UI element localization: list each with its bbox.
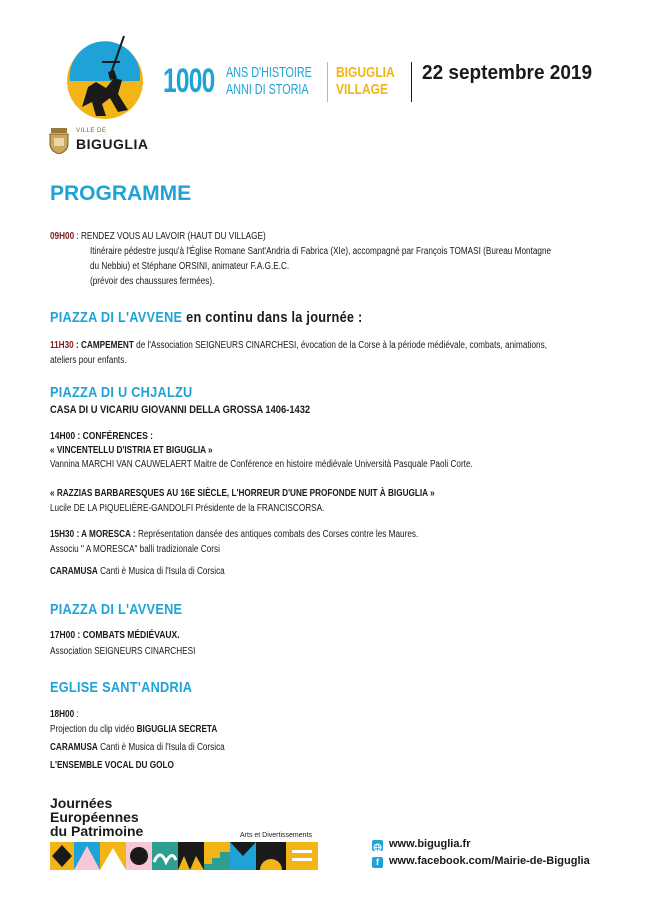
jep-title-line2: Européennes bbox=[50, 809, 139, 825]
event-date: 22 septembre 2019 bbox=[422, 62, 593, 84]
item-09h-title: : RENDEZ VOUS AU LAVOIR (HAUT DU VILLAGE) bbox=[74, 231, 266, 242]
item-15h-line2: Associu " A MORESCA" balli tradizionale Corsi bbox=[50, 544, 220, 555]
section-piazza-avvene-1 bbox=[50, 309, 363, 326]
village-line-1: BIGUGLIA bbox=[336, 64, 395, 81]
item-15h-caramusa bbox=[50, 564, 225, 579]
ville-name: BIGUGLIA bbox=[76, 136, 149, 152]
anniversary-number: 1000 bbox=[163, 62, 215, 100]
item-15h-heading: 15H30 : A MORESCA : bbox=[50, 529, 136, 540]
conf1-speaker: Vannina MARCHI VAN CAUWELAERT Maitre de Conférence en histoire médiévale Università Pasquale Paoli Corte. bbox=[50, 459, 473, 470]
item-17h-heading: 17H00 : COMBATS MÉDIÉVAUX. bbox=[50, 630, 180, 641]
section-chjalzu-sub: CASA DI U VICARIU GIOVANNI DELLA GROSSA 1406-1432 bbox=[50, 404, 311, 416]
item-18h-ensemble: L'ENSEMBLE VOCAL DU GOLO bbox=[50, 760, 174, 771]
item-09h-line2: Itinéraire pédestre jusqu'à l'Église Romane Sant'Andria di Fabrica (XIe), accompagné par François TOMASI (Bureau Montagne bbox=[90, 246, 552, 257]
jep-mosaic-logo bbox=[50, 842, 318, 870]
facebook-icon: f bbox=[372, 857, 383, 868]
caramusa-desc: Canti è Musica di l'Isula di Corsica bbox=[97, 566, 225, 577]
item-17h-line2: Association SEIGNEURS CINARCHESI bbox=[50, 646, 196, 657]
section-eglise: EGLISE SANT'ANDRIA bbox=[50, 679, 193, 696]
town-crest-icon bbox=[48, 128, 70, 154]
item-15h-text: Représentation dansée des antiques combats des Corses contre les Maures. bbox=[135, 529, 419, 540]
section-suffix: en continu dans la journée : bbox=[182, 309, 363, 326]
item-18h-caramusa bbox=[50, 740, 225, 755]
village-line-2: VILLAGE bbox=[336, 81, 389, 98]
anniversary-logo bbox=[62, 32, 148, 122]
caramusa-name: CARAMUSA bbox=[50, 566, 98, 577]
globe-icon bbox=[372, 840, 383, 851]
anniversary-text-fr: ANS D'HISTOIRE bbox=[226, 64, 312, 81]
caramusa-name-2: CARAMUSA bbox=[50, 742, 98, 753]
jep-title-line1: Journées bbox=[50, 795, 113, 811]
item-11h-line2: ateliers pour enfants. bbox=[50, 355, 127, 366]
ville-de-label: VILLE DE bbox=[76, 128, 107, 134]
section-piazza-avvene-2: PIAZZA DI L'AVVENE bbox=[50, 601, 183, 618]
item-11h bbox=[50, 338, 547, 353]
item-18h-projection bbox=[50, 722, 217, 737]
jep-theme: Arts et Divertissements bbox=[240, 832, 312, 839]
caramusa-desc-2: Canti è Musica di l'Isula di Corsica bbox=[97, 742, 225, 753]
jep-title-line3: du Patrimoine bbox=[50, 823, 144, 839]
conf2-title: « RAZZIAS BARBARESQUES AU 16E SIÈCLE, L'HORREUR D'UNE PROFONDE NUIT À BIGUGLIA » bbox=[50, 488, 435, 499]
item-09h-line3: du Nebbiu) et Stéphane ORSINI, animateur F.A.G.E.C. bbox=[90, 261, 290, 272]
time-09h: 09H00 bbox=[50, 231, 75, 242]
projection-text: Projection du clip vidéo bbox=[50, 724, 137, 735]
website-link[interactable]: www.biguglia.fr bbox=[389, 838, 471, 850]
item-09h bbox=[50, 229, 266, 244]
time-11h: 11H30 bbox=[50, 340, 74, 351]
conf1-title: « VINCENTELLU D'ISTRIA ET BIGUGLIA » bbox=[50, 445, 213, 456]
item-09h-line4: (prévoir des chaussures fermées). bbox=[90, 276, 215, 287]
time-18h-colon: : bbox=[74, 709, 79, 720]
facebook-link[interactable]: www.facebook.com/Mairie-de-Biguglia bbox=[389, 855, 590, 867]
item-11h-text: de l'Association SEIGNEURS CINARCHESI, évocation de la Corse à la période médiévale, combats, animations, bbox=[133, 340, 547, 351]
section-piazza-chjalzu: PIAZZA DI U CHJALZU bbox=[50, 384, 193, 401]
anniversary-text-co: ANNI DI STORIA bbox=[226, 81, 309, 98]
item-15h bbox=[50, 527, 418, 542]
header-divider-2 bbox=[411, 62, 412, 102]
conf2-speaker: Lucile DE LA PIQUELIÈRE-GANDOLFI Présidente de la FRANCISCORSA. bbox=[50, 503, 325, 514]
projection-title: BIGUGLIA SECRETA bbox=[136, 724, 218, 735]
programme-title: PROGRAMME bbox=[50, 182, 192, 205]
item-18h-heading bbox=[50, 707, 79, 722]
section-title: PIAZZA DI L'AVVENE bbox=[50, 309, 183, 326]
time-18h: 18H00 bbox=[50, 709, 75, 720]
header-divider bbox=[327, 62, 328, 102]
item-11h-title: : CAMPEMENT bbox=[73, 340, 134, 351]
item-14h-heading: 14H00 : CONFÉRENCES : bbox=[50, 431, 153, 442]
